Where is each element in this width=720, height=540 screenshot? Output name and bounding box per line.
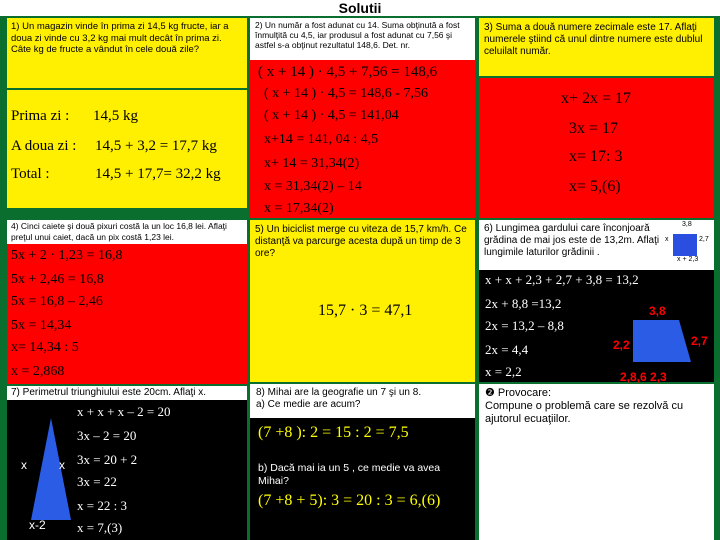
p4-step-2: 5x + 2,46 = 16,8 xyxy=(11,272,104,287)
p7-step-5: x = 22 : 3 xyxy=(77,498,127,513)
problem-5-question-box xyxy=(250,220,475,270)
mini-label-right: 2,7 xyxy=(699,236,709,243)
problem-3-solution-box xyxy=(479,78,714,218)
tri-label-bottom: x-2 xyxy=(29,518,46,532)
problem-7-question: 7) Perimetrul triunghiului este 20cm. Aflaţi x. xyxy=(11,387,207,398)
tri-label-left: x xyxy=(21,458,27,472)
p2-step-3: ( x + 14 ) · 4,5 = 141,04 xyxy=(264,108,399,123)
fig-label-left: 2,2 xyxy=(613,338,630,352)
p4-step-3: 5x = 16,8 – 2,46 xyxy=(11,294,103,309)
problem-2-solution-box xyxy=(250,60,475,218)
problem-2-question: 2) Un număr a fost adunat cu 14. Suma obţinută a fost înmulţită cu 4,5, iar produsul a fost adunat cu 7,56 şi astfel s-a obţinut rezultatul 148,6. Det. nr. xyxy=(255,20,460,50)
problem-5-question: 5) Un biciclist merge cu viteza de 15,7 km/h. Ce distanţă va parcurge acesta după un timp de 3 ore? xyxy=(255,224,467,259)
problem-8-solution-box xyxy=(250,418,475,540)
p1-day1-label: Prima zi : xyxy=(11,108,70,124)
fig-label-right: 2,7 xyxy=(691,334,708,348)
p7-step-6: x = 7,(3) xyxy=(77,520,123,535)
challenge-text: Compune o problemă care se rezolvă cu ajutorul ecuaţiilor. xyxy=(485,399,684,425)
p6-step-1: x + x + 2,3 + 2,7 + 3,8 = 13,2 xyxy=(485,272,639,287)
p6-step-4: 2x = 4,4 xyxy=(485,342,529,357)
problem-3-question: 3) Suma a două numere zecimale este 17. Aflaţi numerele ştiind că unul dintre numere este dublul celuilalt număr. xyxy=(484,22,703,57)
problem-1-question: 1) Un magazin vinde în prima zi 14,5 kg fructe, iar a doua zi vinde cu 3,2 kg mai mult decât în prima zi. Câte kg de fructe a vândut în cele două zile? xyxy=(11,21,229,55)
p1-day2-value: 14,5 + 3,2 = 17,7 kg xyxy=(95,138,217,154)
problem-9-challenge-box xyxy=(479,384,714,540)
p8-part-b: b) Dacă mai ia un 5 , ce medie va avea Mihai? xyxy=(258,462,441,487)
p1-day2-label: A doua zi : xyxy=(11,138,77,154)
problem-7-question-box xyxy=(7,386,247,400)
fig-label-bottom: 2,8,6 2,3 xyxy=(620,370,667,384)
p8-answer-b: (7 +8 + 5): 3 = 20 : 3 = 6,(6) xyxy=(258,492,441,509)
p2-step-6: x = 31,34(2) – 14 xyxy=(264,179,362,194)
p3-step-4: x= 5,(6) xyxy=(569,178,621,195)
problem-3-question-box xyxy=(479,18,714,76)
p4-step-5: x= 14,34 : 5 xyxy=(11,340,79,355)
problem-7-solution-box xyxy=(7,400,247,540)
p2-step-5: x+ 14 = 31,34(2) xyxy=(264,156,360,171)
problem-4-question: 4) Cinci caiete şi două pixuri costă la un loc 16,8 lei. Aflaţi preţul unui caiet, dacă un pix costă 1,23 lei. xyxy=(11,221,227,242)
p3-step-3: x= 17: 3 xyxy=(569,148,623,165)
p7-step-1: x + x + x – 2 = 20 xyxy=(77,404,171,419)
p7-step-4: 3x = 22 xyxy=(77,474,117,489)
problem-2-question-box xyxy=(250,18,475,60)
problem-8-question-box xyxy=(250,384,475,418)
p2-step-2: ( x + 14 ) · 4,5 = 148,6 - 7,56 xyxy=(264,86,428,101)
challenge-heading: ❷ Provocare: xyxy=(485,387,552,399)
problem-5-solution-box xyxy=(250,270,475,382)
problem-1-question-box xyxy=(7,18,247,88)
problem-8-part-a: a) Ce medie are acum? xyxy=(256,398,361,410)
p1-total-label: Total : xyxy=(11,166,50,182)
p7-step-3: 3x = 20 + 2 xyxy=(77,452,138,467)
mini-label-bottom: x + 2,3 xyxy=(677,256,699,263)
p3-step-1: x+ 2x = 17 xyxy=(561,90,632,107)
tri-label-right: x xyxy=(59,458,65,472)
p6-step-5: x = 2,2 xyxy=(485,364,522,379)
p4-step-1: 5x + 2 · 1,23 = 16,8 xyxy=(11,248,123,263)
problem-6-question: 6) Lungimea gardului care înconjoară grădina de mai jos este de 13,2m. Aflaţi lungimile laturilor grădinii . xyxy=(484,223,660,258)
p3-step-2: 3x = 17 xyxy=(569,120,619,137)
mini-label-left: x xyxy=(665,236,669,243)
problem-1-solution-box xyxy=(7,90,247,208)
p6-step-3: 2x = 13,2 – 8,8 xyxy=(485,318,564,333)
p8-answer-a: (7 +8 ): 2 = 15 : 2 = 7,5 xyxy=(258,424,409,441)
p2-step-7: x = 17,34(2) xyxy=(264,201,334,216)
p2-step-1: ( x + 14 ) · 4,5 + 7,56 = 148,6 xyxy=(258,64,438,80)
p7-step-2: 3x – 2 = 20 xyxy=(77,428,137,443)
p4-step-6: x = 2,868 xyxy=(11,364,65,379)
p4-step-4: 5x = 14,34 xyxy=(11,318,72,333)
problem-6-solution-box xyxy=(479,270,714,382)
problem-4-question-box xyxy=(7,220,247,244)
p2-step-4: x+14 = 141, 04 : 4,5 xyxy=(264,132,379,147)
p1-total-value: 14,5 + 17,7= 32,2 kg xyxy=(95,166,221,182)
p5-answer: 15,7 · 3 = 47,1 xyxy=(318,302,413,319)
triangle-figure xyxy=(21,414,81,524)
garden-trapezoid-figure xyxy=(621,318,701,368)
problem-8-question: 8) Mihai are la geografie un 7 şi un 8. xyxy=(256,387,422,398)
page-title: Solutii xyxy=(338,0,382,16)
p6-step-2: 2x + 8,8 =13,2 xyxy=(485,296,562,311)
problem-6-question-box xyxy=(479,220,714,270)
p1-day1-value: 14,5 kg xyxy=(93,108,138,124)
mini-label-top: 3,8 xyxy=(682,221,692,228)
fig-label-top: 3,8 xyxy=(649,304,666,318)
problem-4-solution-box xyxy=(7,244,247,384)
